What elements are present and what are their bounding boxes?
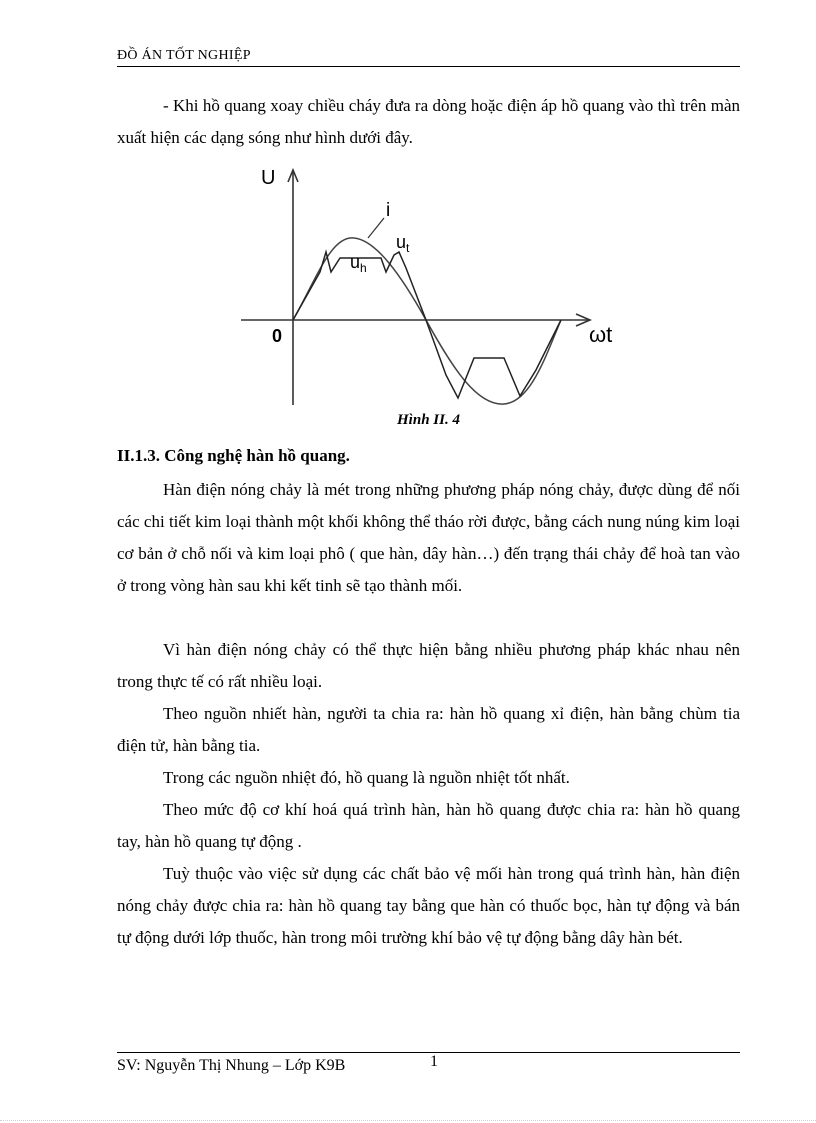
paragraph-1: Hàn điện nóng chảy là mét trong những phương pháp nóng chảy, được dùng để nối các chi tiết kim loại thành một khối không thể tháo rời được, bằng cách nung núng kim loại cơ bản ở chỗ nối và kim loại phô ( que hàn, dây hàn…) đến trạng thái chảy để hoà tan vào ở trong vòng hàn sau khi kết tinh sẽ tạo thành mối. <box>117 480 740 595</box>
curve-ut-main: u <box>396 232 407 252</box>
voltage-curve-u <box>293 252 561 398</box>
paragraph-5: Theo mức độ cơ khí hoá quá trình hàn, hàn hồ quang được chia ra: hàn hồ quang tay, hàn hồ quang tự động . <box>117 800 740 851</box>
curve-i-pointer <box>368 218 384 238</box>
curve-uh-label <box>350 252 367 275</box>
waveform-figure <box>236 160 636 410</box>
page-header: ĐỒ ÁN TỐT NGHIỆP <box>117 48 740 67</box>
x-axis-label: ωt <box>589 322 613 347</box>
paragraph-6: Tuỳ thuộc vào việc sử dụng các chất bảo vệ mối hàn trong quá trình hàn, hàn điện nóng chảy được chia ra: hàn hồ quang tay bằng que hàn có thuốc bọc, hàn tự động và bán tự động dưới lớp thuốc, hàn trong môi trường khí bảo vệ tự động bằng dây hàn bét. <box>117 864 740 947</box>
page-bottom-dotted-line <box>0 1120 816 1121</box>
curve-i-label: i <box>386 200 391 221</box>
intro-paragraph: - Khi hồ quang xoay chiều cháy đưa ra dòng hoặc điện áp hồ quang vào thì trên màn xuất hiện các dạng sóng như hình dưới đây. <box>117 96 740 147</box>
page-footer <box>117 1052 740 1075</box>
page-number: 1 <box>430 1053 438 1070</box>
curve-ut-subscript: t <box>406 241 410 255</box>
figure-caption: Hình II. 4 <box>397 412 460 428</box>
section-title: II.1.3. Công nghệ hàn hồ quang. <box>117 446 350 465</box>
curve-uh-main: u <box>350 252 361 272</box>
paragraph-2: Vì hàn điện nóng chảy có thể thực hiện bằng nhiều phương pháp khác nhau nên trong thực tế có rất nhiều loại. <box>117 640 740 691</box>
curve-uh-subscript: h <box>360 261 367 275</box>
paragraph-4: Trong các nguồn nhiệt đó, hồ quang là nguồn nhiệt tốt nhất. <box>163 768 570 787</box>
y-axis-label: U <box>261 167 276 189</box>
footer-author: SV: Nguyễn Thị Nhung – Lớp K9B <box>117 1057 346 1074</box>
curve-ut-label <box>396 232 410 255</box>
origin-label: 0 <box>272 326 283 346</box>
paragraph-3: Theo nguồn nhiết hàn, người ta chia ra: hàn hồ quang xỉ điện, hàn bằng chùm tia điện tử, hàn bằng tia. <box>117 704 740 755</box>
